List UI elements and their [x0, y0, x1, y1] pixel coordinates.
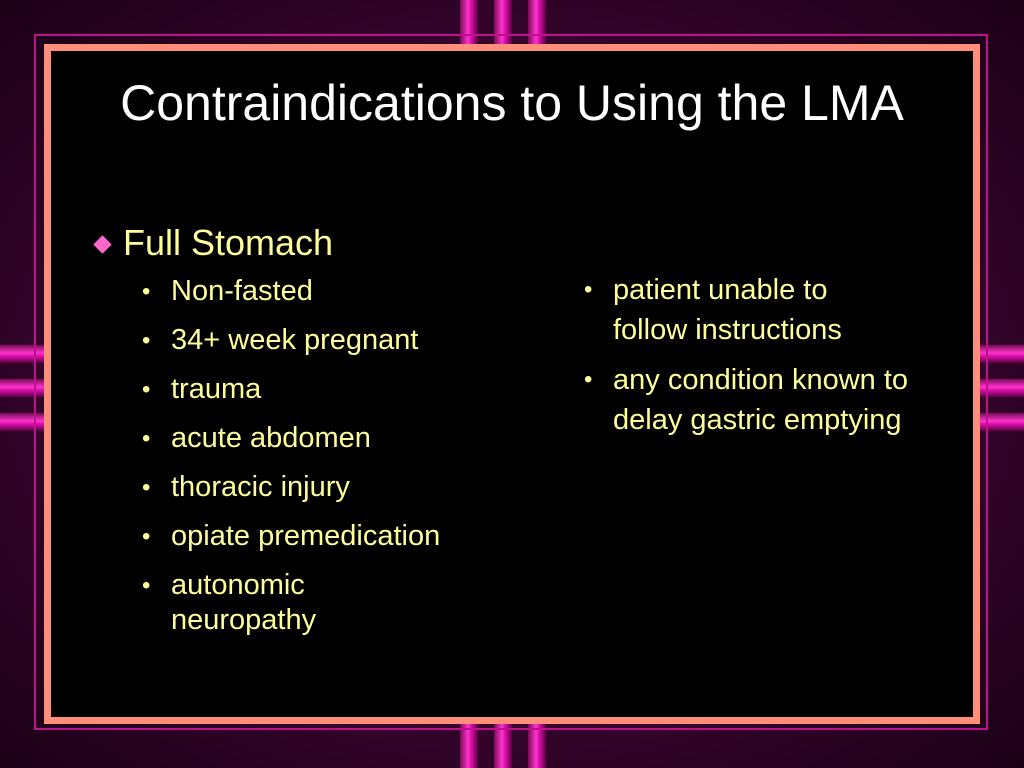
list-item: • Non-fasted — [138, 274, 520, 309]
list-item: • autonomic neuropathy — [138, 568, 371, 638]
list-item: • acute abdomen — [138, 421, 520, 456]
right-column — [580, 270, 940, 450]
list-item: • patient unable to follow instructions — [580, 270, 903, 350]
full-stomach-sublist — [90, 274, 520, 638]
left-column — [90, 222, 520, 652]
list-item: • opiate premedication — [138, 519, 520, 554]
diamond-bullet-icon — [93, 235, 111, 253]
list-item: • 34+ week pregnant — [138, 323, 520, 358]
slide-title: Contraindications to Using the LMA — [120, 75, 904, 131]
list-item: • trauma — [138, 372, 520, 407]
bullet-full-stomach — [90, 222, 520, 264]
list-item: • any condition known to delay gastric emptying — [580, 360, 933, 440]
list-item: • thoracic injury — [138, 470, 520, 505]
right-bullet-list — [580, 270, 940, 440]
full-stomach-heading: Full Stomach — [123, 222, 334, 263]
